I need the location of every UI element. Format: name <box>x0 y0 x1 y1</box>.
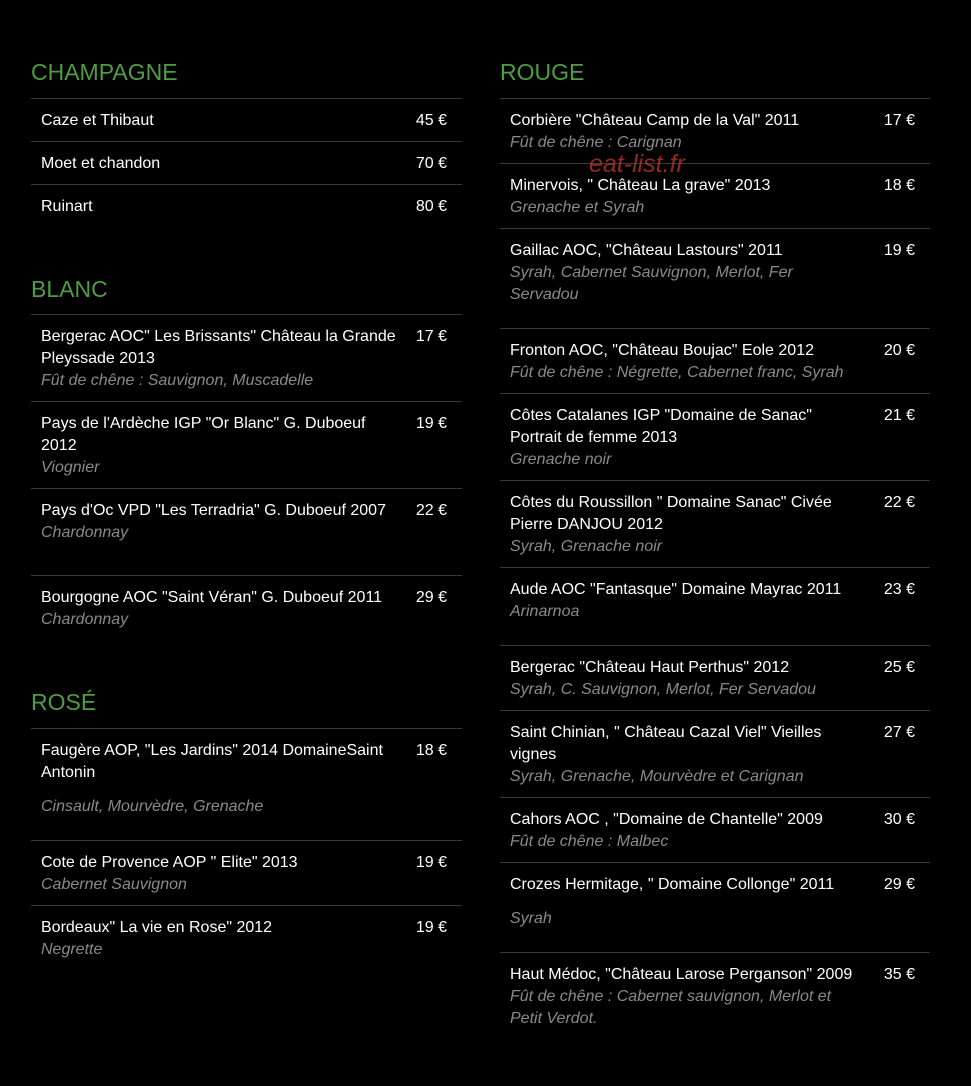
wine-grapes: Grenache noir <box>510 451 612 468</box>
wine-name: Caze et Thibaut <box>41 112 154 129</box>
list-item <box>500 863 930 953</box>
section-title: ROSÉ <box>31 689 97 715</box>
wine-grapes: Syrah, Cabernet Sauvignon, Merlot, Fer Servadou <box>510 264 793 303</box>
wine-list <box>31 314 462 641</box>
wine-price: 80 € <box>415 198 447 215</box>
wine-grapes: Chardonnay <box>41 611 129 628</box>
wine-name: Cahors AOC , "Domaine de Chantelle" 2009 <box>510 811 823 828</box>
wine-price: 29 € <box>883 876 915 893</box>
wine-grapes: Fût de chêne : Sauvignon, Muscadelle <box>41 372 314 389</box>
wine-list <box>500 98 930 1043</box>
wine-name: Faugère AOP, "Les Jardins" 2014 DomaineSaint Antonin <box>41 742 383 781</box>
list-item <box>500 394 930 481</box>
wine-name: Fronton AOC, "Château Boujac" Eole 2012 <box>510 342 814 359</box>
wine-name: Haut Médoc, "Château Larose Perganson" 2009 <box>510 966 853 983</box>
wine-price: 18 € <box>415 742 447 759</box>
wine-name: Côtes du Roussillon " Domaine Sanac" Civée Pierre DANJOU 2012 <box>510 494 832 533</box>
wine-grapes: Syrah, Grenache noir <box>510 538 663 555</box>
watermark: eat-list.fr <box>589 150 685 178</box>
section-title: CHAMPAGNE <box>31 59 178 85</box>
list-item <box>31 99 462 142</box>
wine-grapes: Grenache et Syrah <box>510 199 645 216</box>
list-item <box>500 164 930 229</box>
list-item <box>500 646 930 711</box>
wine-name: Ruinart <box>41 198 93 215</box>
wine-grapes: Fût de chêne : Négrette, Cabernet franc, Syrah <box>510 364 844 381</box>
wine-name: Aude AOC "Fantasque" Domaine Mayrac 2011 <box>510 581 842 598</box>
wine-grapes: Chardonnay <box>41 524 129 541</box>
list-item <box>500 568 930 646</box>
wine-grapes: Negrette <box>41 941 103 958</box>
wine-price: 22 € <box>883 494 915 511</box>
wine-price: 35 € <box>883 966 915 983</box>
wine-price: 17 € <box>415 328 447 345</box>
list-item <box>500 798 930 863</box>
wine-name: Bourgogne AOC "Saint Véran" G. Duboeuf 2011 <box>41 589 383 606</box>
list-item <box>500 481 930 568</box>
list-item <box>31 185 462 228</box>
list-item <box>500 229 930 329</box>
wine-grapes: Fût de chêne : Malbec <box>510 833 669 850</box>
wine-name: Bergerac "Château Haut Perthus" 2012 <box>510 659 790 676</box>
wine-name: Minervois, " Château La grave" 2013 <box>510 177 771 194</box>
wine-grapes: Cinsault, Mourvèdre, Grenache <box>41 798 264 815</box>
section-blanc <box>31 275 462 628</box>
section-rose <box>31 688 462 958</box>
wine-price: 45 € <box>415 112 447 129</box>
wine-name: Moet et chandon <box>41 155 161 172</box>
wine-grapes: Syrah <box>510 910 552 927</box>
wine-price: 29 € <box>415 589 447 606</box>
list-item <box>31 142 462 185</box>
list-item <box>31 729 462 841</box>
wine-price: 19 € <box>415 415 447 432</box>
wine-price: 18 € <box>883 177 915 194</box>
wine-name: Crozes Hermitage, " Domaine Collonge" 2011 <box>510 876 835 893</box>
list-item <box>500 711 930 798</box>
list-item <box>31 576 462 641</box>
wine-price: 17 € <box>883 112 915 129</box>
list-item <box>31 402 462 489</box>
list-item <box>31 315 462 402</box>
wine-price: 22 € <box>415 502 447 519</box>
wine-price: 23 € <box>883 581 915 598</box>
wine-grapes: Fût de chêne : Cabernet sauvignon, Merlot et Petit Verdot. <box>510 988 832 1027</box>
wine-name: Côtes Catalanes IGP "Domaine de Sanac" Portrait de femme 2013 <box>510 407 812 446</box>
section-title: BLANC <box>31 276 108 302</box>
list-item <box>500 953 930 1043</box>
section-champagne <box>31 58 462 215</box>
wine-list <box>31 728 462 971</box>
wine-price: 21 € <box>883 407 915 424</box>
wine-name: Pays de l'Ardèche IGP "Or Blanc" G. Duboeuf 2012 <box>41 415 366 454</box>
wine-price: 27 € <box>883 724 915 741</box>
wine-grapes: Viognier <box>41 459 100 476</box>
wine-grapes: Syrah, C. Sauvignon, Merlot, Fer Servadou <box>510 681 816 698</box>
wine-price: 19 € <box>415 854 447 871</box>
wine-grapes: Cabernet Sauvignon <box>41 876 187 893</box>
wine-price: 30 € <box>883 811 915 828</box>
list-item <box>31 841 462 906</box>
wine-price: 20 € <box>883 342 915 359</box>
list-item <box>500 99 930 164</box>
list-item <box>31 906 462 971</box>
wine-grapes: Fût de chêne : Carignan <box>510 134 682 151</box>
wine-name: Saint Chinian, " Château Cazal Viel" Vieilles vignes <box>510 724 822 763</box>
wine-name: Cote de Provence AOP " Elite" 2013 <box>41 854 298 871</box>
list-item <box>31 489 462 576</box>
wine-price: 19 € <box>415 919 447 936</box>
wine-name: Corbière "Château Camp de la Val" 2011 <box>510 112 800 129</box>
wine-price: 25 € <box>883 659 915 676</box>
list-item <box>500 329 930 394</box>
wine-name: Bergerac AOC" Les Brissants" Château la Grande Pleyssade 2013 <box>41 328 396 367</box>
wine-name: Bordeaux" La vie en Rose" 2012 <box>41 919 273 936</box>
wine-list <box>31 98 462 228</box>
section-title: ROUGE <box>500 59 585 85</box>
wine-name: Pays d'Oc VPD "Les Terradria" G. Duboeuf 2007 <box>41 502 386 519</box>
wine-price: 19 € <box>883 242 915 259</box>
wine-price: 70 € <box>415 155 447 172</box>
wine-grapes: Syrah, Grenache, Mourvèdre et Carignan <box>510 768 804 785</box>
wine-grapes: Arinarnoa <box>510 603 580 620</box>
wine-name: Gaillac AOC, "Château Lastours" 2011 <box>510 242 783 259</box>
